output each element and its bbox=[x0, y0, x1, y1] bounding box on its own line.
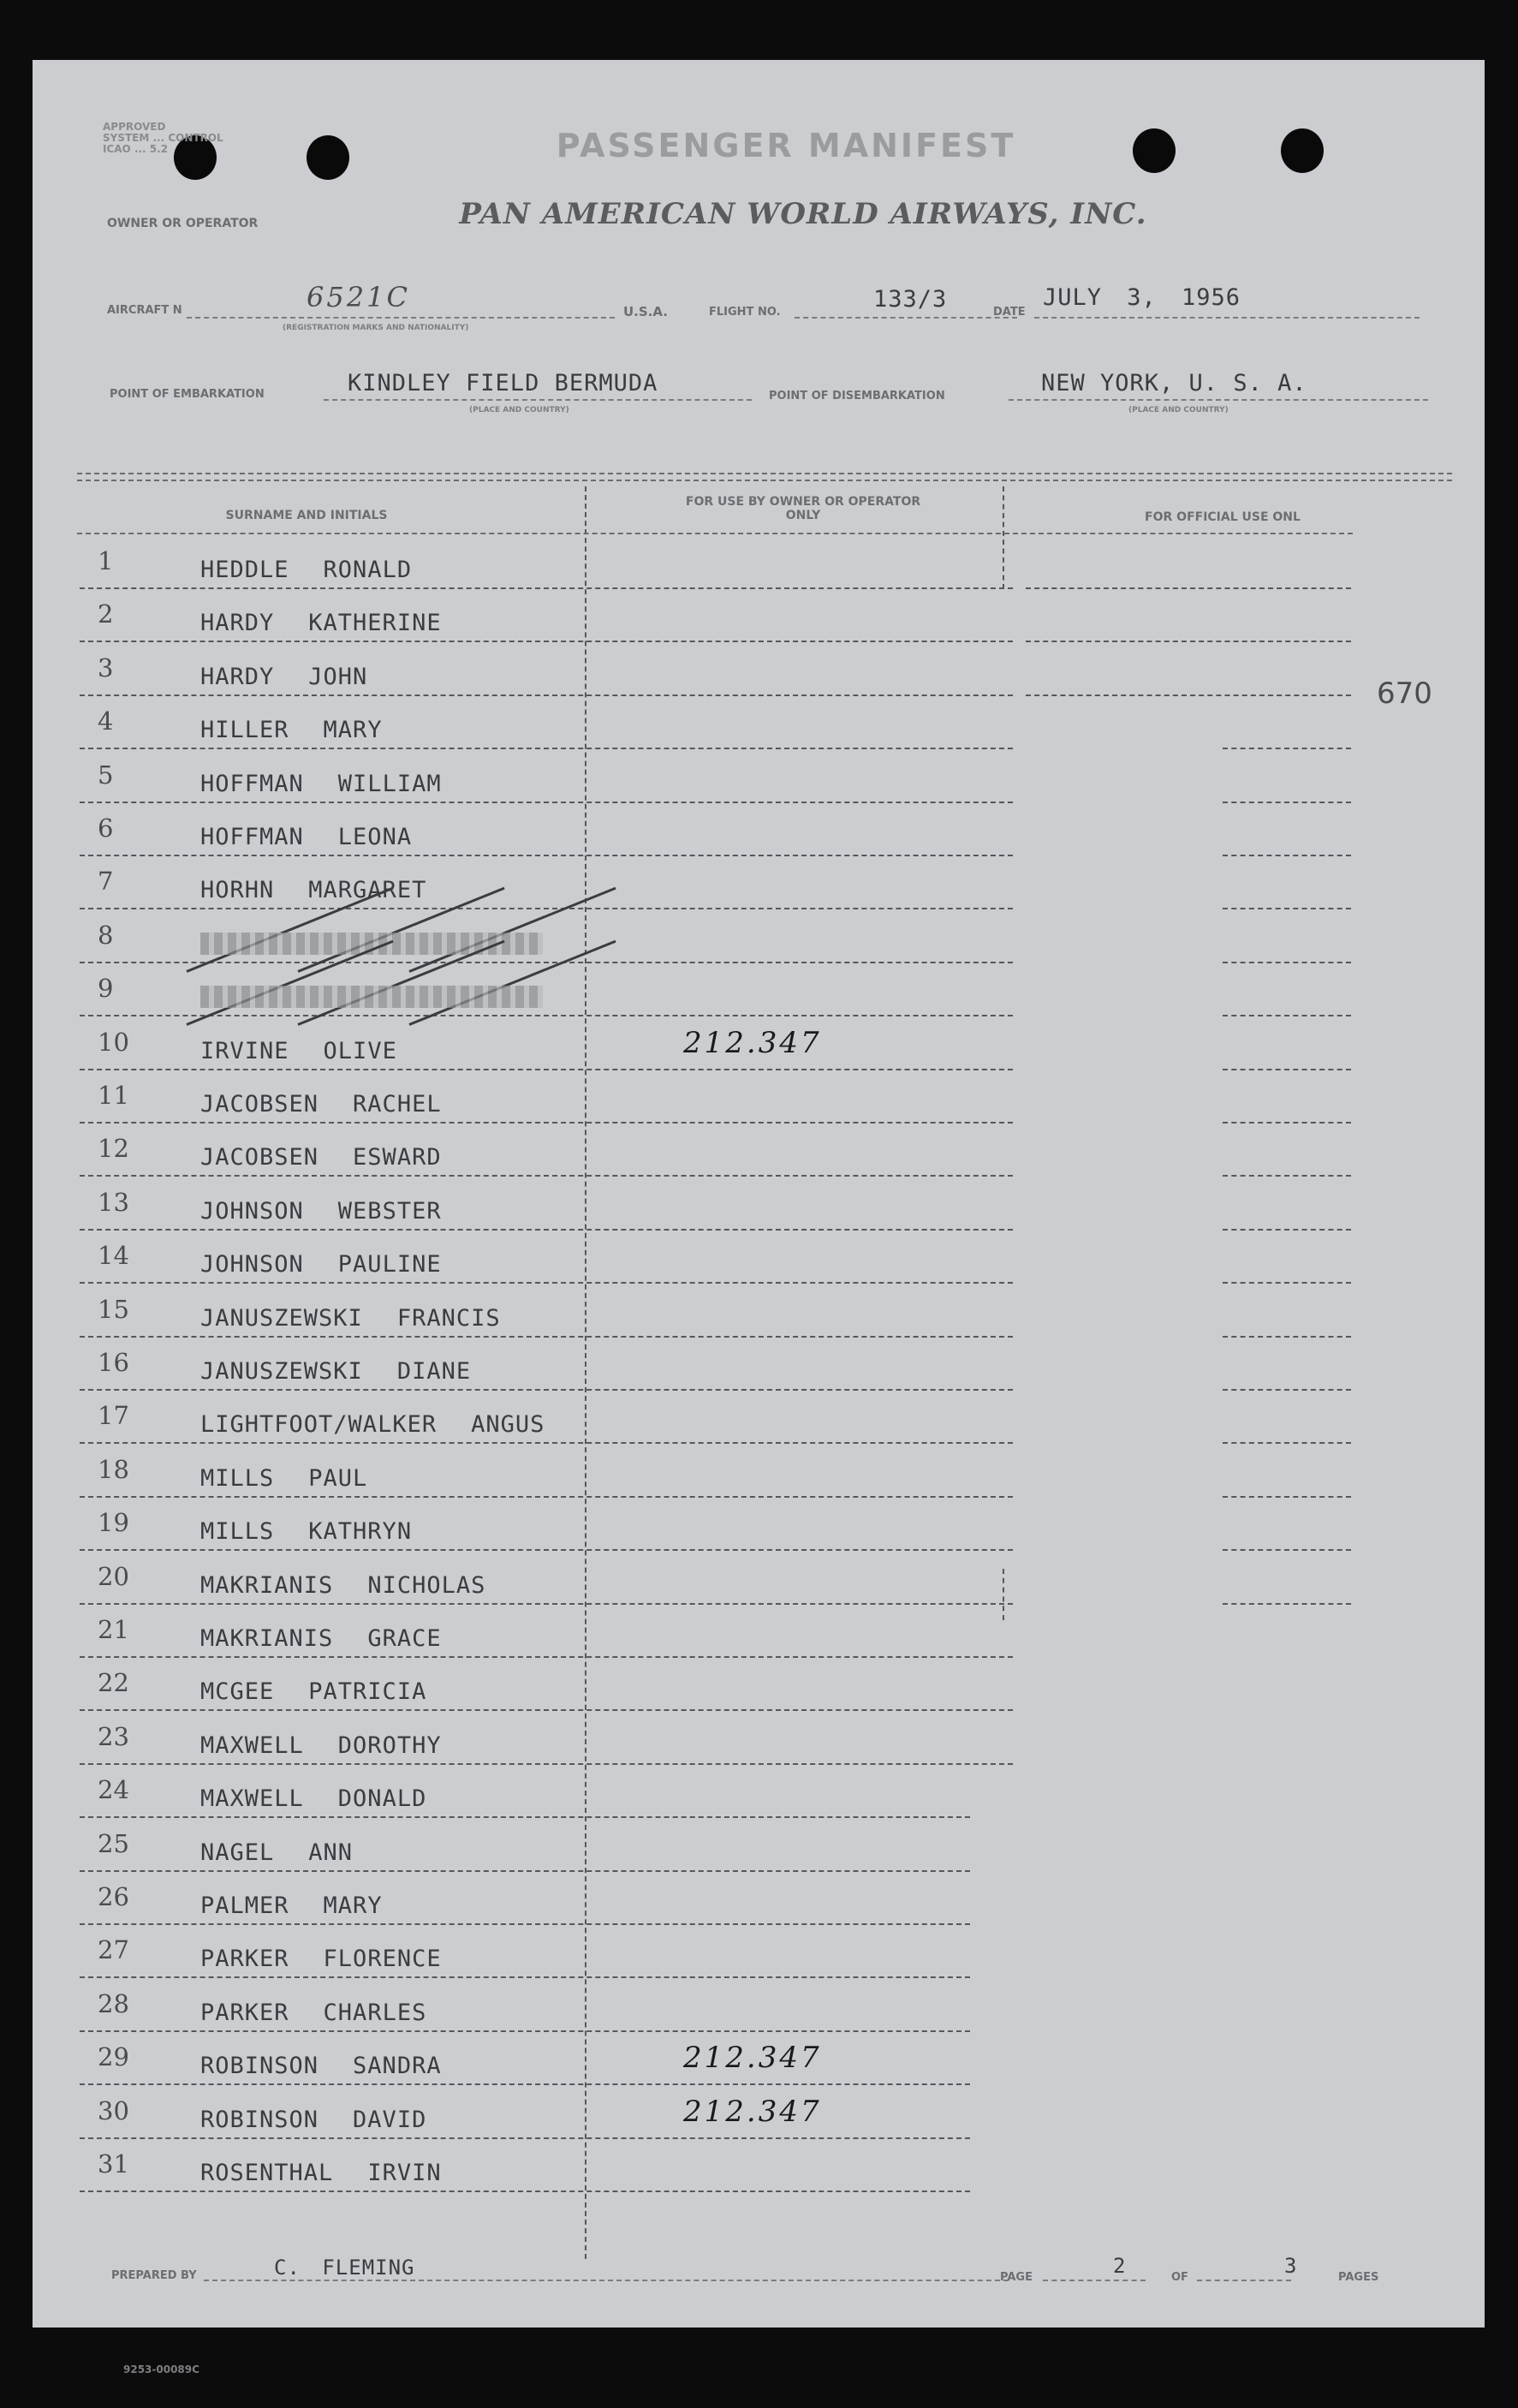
row-number: 14 bbox=[98, 1241, 129, 1271]
date-underline bbox=[1034, 317, 1420, 319]
page-value: 2 bbox=[1113, 2254, 1127, 2278]
official-use-rule bbox=[1223, 1015, 1351, 1016]
passenger-surname: PARKER bbox=[200, 1999, 289, 2026]
row-number: 23 bbox=[98, 1721, 129, 1751]
disembarkation-value: NEW YORK, U. S. A. bbox=[1041, 370, 1307, 396]
table-row bbox=[33, 1130, 1485, 1183]
operator-note: 212.347 bbox=[683, 1025, 822, 1060]
passenger-given-name: MARGARET bbox=[308, 877, 427, 904]
passenger-given-name: NICHOLAS bbox=[367, 1571, 486, 1599]
row-number: 24 bbox=[98, 1775, 129, 1805]
passenger-name bbox=[200, 1785, 426, 1812]
passenger-surname: JOHNSON bbox=[200, 1251, 304, 1279]
passenger-surname: ROBINSON bbox=[200, 2106, 319, 2133]
passenger-name bbox=[200, 1305, 501, 1332]
passenger-surname: MCGEE bbox=[200, 1678, 275, 1706]
passenger-name bbox=[200, 1732, 442, 1759]
row-rule bbox=[80, 1229, 1013, 1231]
disembarkation-sublabel: (PLACE AND COUNTRY) bbox=[1128, 406, 1229, 414]
passenger-given-name: OLIVE bbox=[323, 1037, 397, 1064]
table-top-rule-2 bbox=[77, 480, 1452, 481]
row-number: 26 bbox=[98, 1882, 129, 1911]
passenger-given-name: ESWARD bbox=[353, 1144, 442, 1171]
pages-label: PAGES bbox=[1338, 2271, 1379, 2284]
table-row bbox=[33, 1986, 1485, 2039]
passenger-surname: HEDDLE bbox=[200, 557, 289, 583]
table-row bbox=[33, 1665, 1485, 1718]
row-rule bbox=[80, 2030, 970, 2032]
operator-name: PAN AMERICAN WORLD AIRWAYS, INC. bbox=[459, 197, 1147, 231]
passenger-given-name: SANDRA bbox=[353, 2053, 442, 2080]
passenger-name bbox=[200, 1892, 383, 1919]
row-rule bbox=[80, 1603, 1013, 1605]
punch-hole-left-2 bbox=[307, 135, 349, 180]
passenger-surname: MAXWELL bbox=[200, 1731, 304, 1759]
table-row bbox=[33, 1612, 1485, 1665]
official-use-rule bbox=[1026, 641, 1351, 642]
passenger-given-name: MARY bbox=[323, 1892, 383, 1919]
side-number: 670 bbox=[1377, 677, 1432, 711]
passenger-name bbox=[200, 2053, 442, 2079]
official-use-rule bbox=[1223, 855, 1351, 856]
row-rule bbox=[80, 1496, 1013, 1498]
date-value: JULY 3, 1956 bbox=[1043, 284, 1241, 311]
flight-value: 133/3 bbox=[873, 286, 948, 313]
passenger-name bbox=[200, 877, 426, 903]
prepared-by-underline bbox=[204, 2280, 1009, 2281]
of-underline bbox=[1197, 2280, 1291, 2281]
row-rule bbox=[80, 1389, 1013, 1391]
table-row bbox=[33, 1077, 1485, 1130]
passenger-name bbox=[200, 1411, 545, 1438]
table-row bbox=[33, 1344, 1485, 1398]
passenger-surname: HORHN bbox=[200, 877, 275, 904]
passenger-name bbox=[200, 1198, 442, 1225]
row-rule bbox=[80, 802, 1013, 803]
passenger-surname: JACOBSEN bbox=[200, 1091, 319, 1118]
embarkation-sublabel: (PLACE AND COUNTRY) bbox=[469, 406, 569, 414]
row-rule bbox=[80, 2190, 970, 2192]
row-number: 5 bbox=[98, 760, 114, 790]
passenger-given-name: FLORENCE bbox=[323, 1946, 442, 1973]
of-value: 3 bbox=[1284, 2254, 1298, 2278]
passenger-name bbox=[200, 2000, 426, 2026]
row-number: 12 bbox=[98, 1134, 129, 1164]
row-rule bbox=[80, 1549, 1013, 1551]
row-number: 9 bbox=[98, 974, 114, 1004]
disembarkation-label: POINT OF DISEMBARKATION bbox=[769, 390, 945, 402]
prepared-by-value: C. FLEMING bbox=[274, 2256, 415, 2280]
passenger-given-name: DONALD bbox=[337, 1785, 427, 1813]
passenger-surname: HARDY bbox=[200, 610, 275, 637]
passenger-name bbox=[200, 1678, 426, 1705]
passenger-surname: MILLS bbox=[200, 1518, 275, 1546]
embarkation-underline bbox=[324, 399, 752, 401]
passenger-given-name: PAULINE bbox=[337, 1251, 442, 1279]
passenger-name bbox=[200, 1358, 471, 1385]
table-row bbox=[33, 1291, 1485, 1344]
table-row bbox=[33, 917, 1485, 970]
passenger-given-name: IRVIN bbox=[367, 2160, 442, 2186]
approval-line-1: APPROVED bbox=[103, 121, 166, 133]
row-rule bbox=[80, 1336, 1013, 1338]
date-label: DATE bbox=[993, 306, 1026, 319]
row-rule bbox=[80, 962, 1013, 963]
embarkation-value: KINDLEY FIELD BERMUDA bbox=[348, 370, 658, 396]
row-rule bbox=[80, 1175, 1013, 1177]
row-number: 16 bbox=[98, 1348, 129, 1377]
table-row bbox=[33, 1024, 1485, 1077]
passenger-given-name: KATHERINE bbox=[308, 610, 442, 637]
passenger-surname: MAXWELL bbox=[200, 1785, 304, 1813]
passenger-surname: NAGEL bbox=[200, 1839, 275, 1866]
table-row bbox=[33, 810, 1485, 863]
row-number: 6 bbox=[98, 814, 114, 843]
header-surname: SURNAME AND INITIALS bbox=[225, 509, 388, 522]
row-number: 28 bbox=[98, 1988, 129, 2018]
official-use-rule bbox=[1223, 1603, 1351, 1605]
flight-label: FLIGHT NO. bbox=[709, 306, 781, 319]
row-rule bbox=[80, 694, 1013, 696]
passenger-surname: ROBINSON bbox=[200, 2053, 319, 2080]
passenger-given-name: GRACE bbox=[367, 1625, 442, 1652]
row-rule bbox=[80, 1282, 1013, 1284]
row-number: 18 bbox=[98, 1454, 129, 1484]
passenger-name bbox=[200, 717, 383, 743]
page-label: PAGE bbox=[1000, 2271, 1033, 2284]
row-rule bbox=[80, 1015, 1013, 1016]
row-number: 1 bbox=[98, 546, 114, 575]
table-row bbox=[33, 1451, 1485, 1505]
passenger-name bbox=[200, 1946, 442, 1972]
aircraft-sublabel: (REGISTRATION MARKS AND NATIONALITY) bbox=[283, 324, 469, 332]
passenger-name bbox=[200, 610, 442, 636]
passenger-given-name: JOHN bbox=[308, 663, 368, 690]
row-rule bbox=[80, 1709, 1013, 1711]
row-number: 10 bbox=[98, 1027, 129, 1057]
table-row bbox=[33, 1772, 1485, 1825]
passenger-given-name: RONALD bbox=[323, 557, 413, 583]
page-underline bbox=[1043, 2280, 1146, 2281]
embarkation-label: POINT OF EMBARKATION bbox=[110, 388, 265, 401]
row-rule bbox=[80, 1923, 970, 1925]
official-use-rule bbox=[1223, 748, 1351, 749]
row-rule bbox=[80, 1656, 1013, 1658]
passenger-given-name: CHARLES bbox=[323, 1999, 427, 2026]
row-number: 20 bbox=[98, 1561, 129, 1591]
table-row bbox=[33, 2093, 1485, 2146]
official-use-rule bbox=[1223, 1496, 1351, 1498]
passenger-given-name: ANGUS bbox=[471, 1411, 545, 1439]
row-rule bbox=[80, 1122, 1013, 1124]
of-label: OF bbox=[1171, 2271, 1188, 2284]
passenger-given-name: DAVID bbox=[353, 2106, 427, 2133]
row-number: 17 bbox=[98, 1401, 129, 1431]
row-number: 15 bbox=[98, 1294, 129, 1324]
passenger-given-name: RACHEL bbox=[353, 1091, 442, 1118]
row-number: 31 bbox=[98, 2149, 129, 2179]
table-row bbox=[33, 1184, 1485, 1237]
row-rule bbox=[80, 587, 1013, 589]
header-official-use: FOR OFFICIAL USE ONL bbox=[1145, 510, 1301, 524]
passenger-given-name: WILLIAM bbox=[337, 770, 442, 797]
row-rule bbox=[80, 1976, 970, 1978]
row-number: 22 bbox=[98, 1668, 129, 1698]
passenger-surname: MAKRIANIS bbox=[200, 1571, 334, 1599]
row-number: 7 bbox=[98, 867, 114, 897]
flight-underline bbox=[795, 317, 1017, 319]
passenger-surname: JACOBSEN bbox=[200, 1144, 319, 1171]
row-number: 30 bbox=[98, 2095, 129, 2125]
table-row bbox=[33, 596, 1485, 649]
official-use-rule bbox=[1223, 908, 1351, 909]
passenger-given-name: DOROTHY bbox=[337, 1731, 442, 1759]
passenger-surname: MAKRIANIS bbox=[200, 1625, 334, 1652]
table-row bbox=[33, 543, 1485, 596]
row-rule bbox=[80, 855, 1013, 856]
official-use-rule bbox=[1223, 1282, 1351, 1284]
passenger-surname: IRVINE bbox=[200, 1037, 289, 1064]
table-row bbox=[33, 970, 1485, 1023]
passenger-surname: HILLER bbox=[200, 717, 289, 744]
punch-hole-right-2 bbox=[1281, 128, 1324, 173]
prepared-by-label: PREPARED BY bbox=[111, 2269, 197, 2282]
header-bottom-rule bbox=[77, 533, 1353, 534]
row-rule bbox=[80, 1442, 1013, 1444]
official-use-rule bbox=[1223, 1069, 1351, 1070]
operator-note: 212.347 bbox=[683, 2041, 822, 2076]
passenger-given-name: ANN bbox=[308, 1839, 354, 1866]
table-row bbox=[33, 1719, 1485, 1772]
table-row bbox=[33, 757, 1485, 810]
official-use-rule bbox=[1223, 962, 1351, 963]
passenger-name bbox=[200, 1251, 442, 1278]
passenger-surname: HOFFMAN bbox=[200, 770, 304, 797]
official-use-rule bbox=[1223, 1389, 1351, 1391]
passenger-given-name: KATHRYN bbox=[308, 1518, 413, 1546]
row-number: 2 bbox=[98, 599, 114, 629]
row-rule bbox=[80, 1763, 1013, 1765]
passenger-given-name: LEONA bbox=[337, 824, 413, 850]
approval-line-3: ICAO ... 5.2 bbox=[103, 143, 169, 155]
passenger-given-name: PAUL bbox=[308, 1464, 368, 1492]
struck-entry bbox=[200, 933, 543, 955]
passenger-name bbox=[200, 2107, 426, 2133]
row-number: 13 bbox=[98, 1187, 129, 1217]
table-row bbox=[33, 2039, 1485, 2092]
manifest-title: PASSENGER MANIFEST bbox=[556, 127, 1016, 164]
row-number: 19 bbox=[98, 1508, 129, 1538]
official-use-rule bbox=[1223, 1336, 1351, 1338]
owner-label: OWNER OR OPERATOR bbox=[107, 217, 259, 230]
table-row bbox=[33, 1879, 1485, 1932]
row-number: 3 bbox=[98, 653, 114, 682]
passenger-name bbox=[200, 557, 412, 583]
table-row bbox=[33, 1932, 1485, 1985]
passenger-name bbox=[200, 824, 412, 850]
passenger-name bbox=[200, 2160, 442, 2186]
table-row bbox=[33, 1505, 1485, 1558]
passenger-surname: LIGHTFOOT/WALKER bbox=[200, 1411, 438, 1439]
official-use-rule bbox=[1223, 1229, 1351, 1231]
passenger-name bbox=[200, 771, 442, 797]
official-use-rule bbox=[1026, 587, 1351, 589]
disembarkation-underline bbox=[1009, 399, 1428, 401]
row-rule bbox=[80, 1816, 970, 1818]
row-number: 11 bbox=[98, 1081, 129, 1110]
row-rule bbox=[80, 1069, 1013, 1070]
aircraft-underline bbox=[187, 317, 615, 319]
table-row bbox=[33, 1398, 1485, 1451]
passenger-name bbox=[200, 1625, 442, 1652]
passenger-name bbox=[200, 664, 367, 690]
passenger-surname: JANUSZEWSKI bbox=[200, 1358, 363, 1385]
operator-note: 212.347 bbox=[683, 2094, 822, 2129]
passenger-name bbox=[200, 1518, 412, 1545]
passenger-name bbox=[200, 1839, 353, 1866]
table-row bbox=[33, 1826, 1485, 1879]
row-rule bbox=[80, 908, 1013, 909]
approval-line-2: SYSTEM ... CONTROL bbox=[103, 132, 223, 144]
official-use-rule bbox=[1223, 1549, 1351, 1551]
aircraft-label: AIRCRAFT N bbox=[107, 304, 182, 317]
passenger-surname: JANUSZEWSKI bbox=[200, 1304, 363, 1332]
row-rule bbox=[80, 2083, 970, 2085]
table-row bbox=[33, 1559, 1485, 1612]
row-rule bbox=[80, 641, 1013, 642]
form-number: 9253-00089C bbox=[123, 2363, 199, 2375]
struck-entry bbox=[200, 986, 543, 1008]
row-number: 29 bbox=[98, 2042, 129, 2072]
passenger-surname: JOHNSON bbox=[200, 1197, 304, 1225]
official-use-rule bbox=[1026, 694, 1351, 696]
passenger-surname: MILLS bbox=[200, 1464, 275, 1492]
passenger-surname: PALMER bbox=[200, 1892, 289, 1919]
passenger-given-name: WEBSTER bbox=[337, 1197, 442, 1225]
passenger-given-name: MARY bbox=[323, 717, 383, 744]
passenger-name bbox=[200, 1038, 397, 1064]
row-rule bbox=[80, 1870, 970, 1872]
table-row bbox=[33, 650, 1485, 703]
manifest-sheet bbox=[33, 60, 1485, 2375]
header-owner-use: FOR USE BY OWNER OR OPERATOR ONLY bbox=[685, 495, 921, 522]
row-rule bbox=[80, 2137, 970, 2139]
row-number: 4 bbox=[98, 706, 114, 736]
table-row bbox=[33, 2146, 1485, 2199]
passenger-name bbox=[200, 1091, 442, 1118]
row-number: 27 bbox=[98, 1935, 129, 1965]
table-top-rule bbox=[77, 473, 1452, 474]
passenger-surname: PARKER bbox=[200, 1946, 289, 1973]
aircraft-value: 6521C bbox=[307, 281, 410, 313]
usa-label: U.S.A. bbox=[623, 304, 668, 319]
passenger-given-name: DIANE bbox=[396, 1358, 472, 1385]
table-row bbox=[33, 863, 1485, 916]
official-use-rule bbox=[1223, 1122, 1351, 1124]
official-use-rule bbox=[1223, 1175, 1351, 1177]
approval-stamp bbox=[103, 122, 223, 155]
row-number: 21 bbox=[98, 1615, 129, 1644]
table-row bbox=[33, 1237, 1485, 1290]
official-use-rule bbox=[1223, 1442, 1351, 1444]
official-use-rule bbox=[1223, 802, 1351, 803]
passenger-name bbox=[200, 1572, 485, 1599]
passenger-given-name: PATRICIA bbox=[308, 1678, 427, 1706]
table-row bbox=[33, 703, 1485, 756]
passenger-given-name: FRANCIS bbox=[396, 1304, 501, 1332]
row-number: 8 bbox=[98, 920, 114, 950]
punch-hole-right-1 bbox=[1133, 128, 1176, 173]
row-number: 25 bbox=[98, 1828, 129, 1858]
passenger-name bbox=[200, 1144, 442, 1171]
passenger-surname: HARDY bbox=[200, 663, 275, 690]
passenger-surname: ROSENTHAL bbox=[200, 2160, 334, 2186]
row-rule bbox=[80, 748, 1013, 749]
passenger-name bbox=[200, 1465, 367, 1492]
passenger-surname: HOFFMAN bbox=[200, 824, 304, 850]
